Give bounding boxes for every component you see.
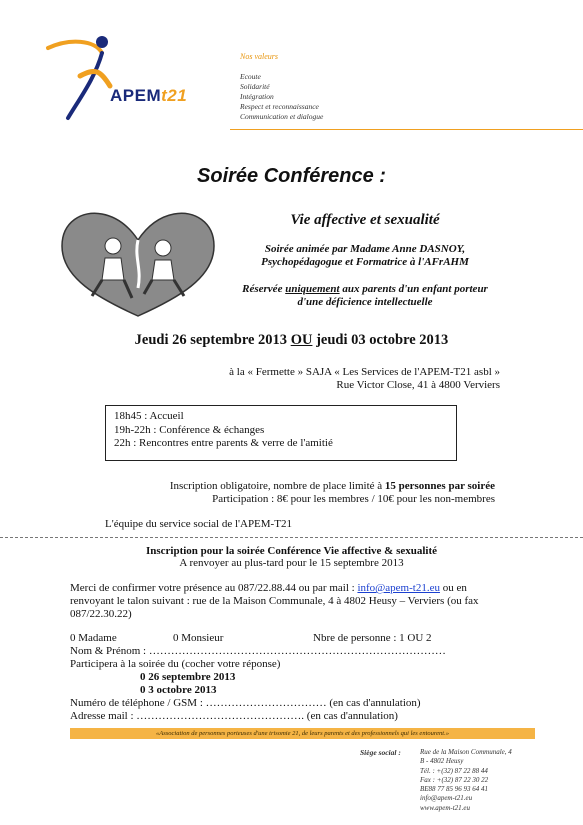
- siege-address: [420, 748, 512, 813]
- date-or: OU: [290, 332, 313, 348]
- participation-question: Participera à la soirée du (cocher votre réponse): [70, 658, 281, 670]
- siege-line: Tél. : +(32) 87 22 88 44: [420, 766, 488, 775]
- form-deadline: A renvoyer au plus-tard pour le 15 septembre 2013: [179, 557, 404, 569]
- reserved-emphasis: uniquement: [285, 283, 340, 295]
- siege-line: Rue de la Maison Communale, 4: [420, 748, 512, 756]
- participation-fee: Participation : 8€ pour les membres / 10€ pour les non-membres: [212, 493, 495, 505]
- name-field[interactable]: Nom & Prénom : ………………………………………………………………………: [70, 645, 446, 657]
- footer-tagline-bar: [70, 728, 535, 739]
- audience-note: [240, 283, 490, 309]
- apem-logo-mark: [40, 28, 150, 138]
- logo-suffix: t21: [161, 86, 188, 105]
- siege-line: B - 4802 Heusy: [420, 757, 464, 766]
- date-two: jeudi 03 octobre 2013: [312, 332, 449, 348]
- date-one: Jeudi 26 septembre 2013: [134, 332, 291, 348]
- siege-line[interactable]: www.apem-t21.eu: [420, 803, 471, 812]
- date-option-2[interactable]: 0 3 octobre 2013: [140, 684, 217, 696]
- persons-count[interactable]: Nbre de personne : 1 OU 2: [313, 632, 432, 644]
- logo-brand: APEM: [110, 86, 162, 105]
- siege-line[interactable]: info@apem-t21.eu: [420, 794, 473, 803]
- footer-tagline: «Association de personnes porteuses d'une trisomie 21, de leurs parents et des professionnels qui les entourent.»: [156, 730, 449, 737]
- event-subtitle: Vie affective et sexualité: [290, 212, 440, 228]
- reserved-suffix: aux parents d'un enfant porteur: [339, 283, 488, 295]
- program-item: 19h-22h : Conférence & échanges: [114, 424, 265, 436]
- apem-logo-text: [110, 86, 187, 106]
- registration-required: [100, 480, 495, 492]
- registration-text: Inscription obligatoire, nombre de place limité à: [169, 480, 385, 492]
- event-title: Soirée Conférence :: [197, 165, 386, 187]
- values-title: Nos valeurs: [240, 52, 278, 61]
- program-item: 22h : Rencontres entre parents & verre de l'amitié: [114, 437, 333, 449]
- form-title: Inscription pour la soirée Conférence Vie affective & sexualité: [145, 545, 438, 557]
- value-item: Solidarité: [240, 82, 270, 91]
- cut-line: [0, 537, 583, 538]
- siege-line: Fax : +(32) 87 22 30 22: [420, 775, 489, 784]
- date-option-1[interactable]: 0 26 septembre 2013: [140, 671, 236, 683]
- siege-line: BE88 77 85 96 93 64 41: [420, 785, 489, 794]
- confirm-instructions: [70, 582, 510, 621]
- confirm-prefix: Merci de confirmer votre présence au 087/22.88.44 ou par mail :: [70, 582, 358, 594]
- event-dates: [0, 332, 583, 349]
- couple-heart-illustration: [58, 208, 218, 320]
- program-item: 18h45 : Accueil: [114, 410, 184, 422]
- siege-label: Siège social :: [360, 748, 401, 757]
- phone-field[interactable]: Numéro de téléphone / GSM : …………………………… (en cas d'annulation): [70, 697, 421, 709]
- confirm-suffix: ou en renvoyant le talon suivant : rue de la Maison Communale, 4 à 4802 Heusy – Verviers (ou fax 087/22.30.22): [70, 582, 479, 620]
- value-item: Ecoute: [240, 72, 261, 81]
- email-link[interactable]: info@apem-t21.eu: [357, 582, 440, 594]
- speaker-info: [240, 243, 490, 269]
- value-item: Respect et reconnaissance: [240, 102, 319, 111]
- header-divider: [230, 129, 583, 130]
- reserved-prefix: Réservée: [242, 283, 286, 295]
- email-field[interactable]: Adresse mail : ………………………………………. (en cas d'annulation): [70, 710, 398, 722]
- venue-address: Rue Victor Close, 41 à 4800 Verviers: [336, 379, 500, 391]
- value-item: Intégration: [240, 92, 274, 101]
- checkbox-madame[interactable]: 0 Madame: [70, 632, 117, 644]
- speaker-line: Soirée animée par Madame Anne DASNOY,: [264, 243, 466, 255]
- team-signature: L'équipe du service social de l'APEM-T21: [105, 518, 292, 530]
- speaker-title: Psychopédagogue et Formatrice à l'AFrAHM: [261, 256, 469, 268]
- venue-name: à la « Fermette » SAJA « Les Services de l'APEM-T21 asbl »: [229, 366, 500, 378]
- value-item: Communication et dialogue: [240, 112, 324, 121]
- values-list: [240, 72, 323, 122]
- registration-limit: 15 personnes par soirée: [384, 480, 495, 492]
- program-box: [105, 405, 457, 461]
- checkbox-monsieur[interactable]: 0 Monsieur: [173, 632, 224, 644]
- reserved-line2: d'une déficience intellectuelle: [297, 296, 433, 308]
